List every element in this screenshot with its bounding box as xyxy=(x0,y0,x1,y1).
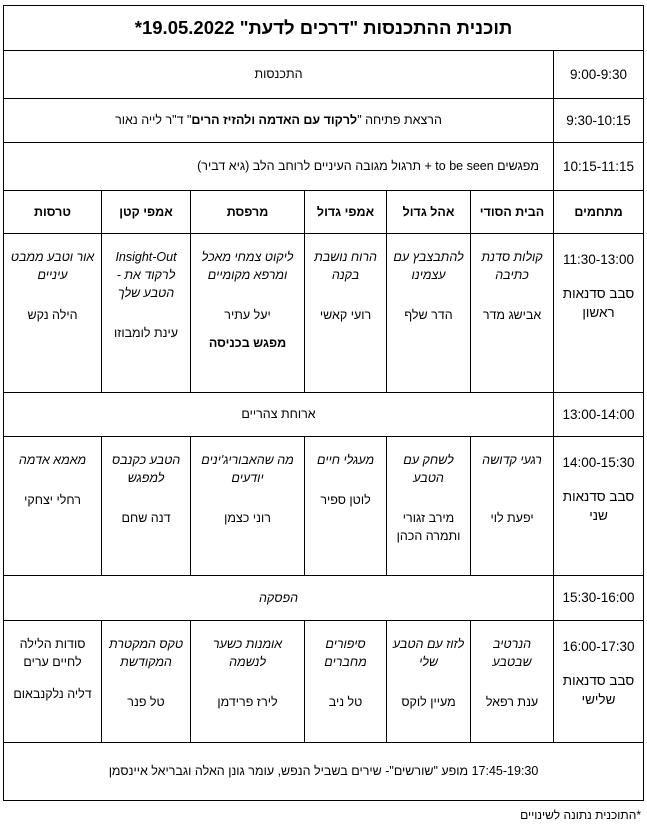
title-row xyxy=(4,6,644,51)
session-title: לשחק עם הטבע xyxy=(403,453,454,486)
meeting-point-note: מפגש בכניסה xyxy=(208,336,287,351)
round3-time: 16:00-17:30 xyxy=(562,639,635,654)
session-title: אומנות כשער לנשמה xyxy=(212,637,283,670)
time-lunch: 13:00-14:00 xyxy=(554,393,644,437)
session-cell xyxy=(305,234,387,393)
session-title: סיפורים מחברים xyxy=(324,637,367,670)
time-opening: 9:30-10:15 xyxy=(554,99,644,143)
session-speaker: דנה שחם xyxy=(121,511,171,526)
session-speaker: מירב זגורי ותמרה הכהן xyxy=(396,511,461,544)
opening-post: " ד"ר לייה נאור xyxy=(115,113,192,128)
round2-label: סבב סדנאות שני xyxy=(562,488,635,524)
session-speaker: טל פנר xyxy=(127,695,165,710)
session-cell xyxy=(102,621,191,743)
session-cell xyxy=(102,234,191,393)
session-cell xyxy=(387,621,471,743)
session-cell xyxy=(191,621,305,743)
opening-text xyxy=(4,99,554,143)
row-round3 xyxy=(4,621,644,743)
session-speaker: עינת לומבוזו xyxy=(114,326,178,341)
session-speaker: יעל עתיר xyxy=(224,308,271,323)
encounters-text: מפגשים to be seen + תרגול מגובה העיניים לרוחב הלב (גיא דביר) xyxy=(4,143,554,191)
row-break xyxy=(4,576,644,621)
row-show xyxy=(4,743,644,801)
round3-time-cell xyxy=(554,621,644,743)
session-speaker: רועי קאשי xyxy=(319,308,372,323)
session-title: הטבע כקנבס למפגש xyxy=(111,453,181,486)
schedule-table xyxy=(3,5,644,801)
session-title: הנרטיב שבטבע xyxy=(492,637,532,670)
lunch-text: ארוחת צהריים xyxy=(4,393,554,437)
session-speaker: הילה נקש xyxy=(27,308,78,323)
session-title: רגעי קדושה xyxy=(482,453,542,467)
session-speaker: רוני כצמן xyxy=(224,511,271,526)
session-cell xyxy=(471,437,554,576)
round2-time: 14:00-15:30 xyxy=(562,455,635,470)
round1-time: 11:30-13:00 xyxy=(562,252,635,267)
session-speaker: רחלי יצחקי xyxy=(24,493,81,508)
row-opening xyxy=(4,99,644,143)
header-venue: מרפסת xyxy=(191,191,305,234)
session-title: קולות סדנת כתיבה xyxy=(481,250,543,283)
header-venue: טרסות xyxy=(4,191,102,234)
session-title: מאמא אדמה xyxy=(18,453,87,467)
session-speaker: דליה נלקנבאום xyxy=(13,687,92,702)
opening-lecture-title: לרקוד עם האדמה ולהזיז הרים xyxy=(191,113,358,128)
session-cell xyxy=(102,437,191,576)
time-arrival: 9:00-9:30 xyxy=(554,51,644,99)
session-cell xyxy=(4,234,102,393)
session-title: להתבצבץ עם עצמינו xyxy=(393,250,464,283)
session-cell xyxy=(4,437,102,576)
session-speaker: טל ניב xyxy=(328,695,363,710)
round1-label: סבב סדנאות ראשון xyxy=(562,285,635,321)
row-round2 xyxy=(4,437,644,576)
session-speaker: יפעת לוי xyxy=(490,511,534,526)
session-title: סודות הלילה לחיים ערים xyxy=(19,637,86,670)
session-title: Insight-Out לרקוד את - הטבע שלך xyxy=(115,250,177,301)
session-cell xyxy=(191,234,305,393)
session-speaker: לירז פרידמן xyxy=(217,695,278,710)
row-encounters xyxy=(4,143,644,191)
session-cell xyxy=(191,437,305,576)
session-title: מה שהאבוריג'ינים יודעים xyxy=(201,453,294,486)
round3-label: סבב סדנאות שלישי xyxy=(562,672,635,708)
header-venue: הבית הסודי xyxy=(471,191,554,234)
page-title: תוכנית ההתכנסות "דרכים לדעת" 19.05.2022* xyxy=(4,6,644,51)
session-cell xyxy=(471,234,554,393)
session-cell xyxy=(305,437,387,576)
time-encounters: 10:15-11:15 xyxy=(554,143,644,191)
session-title: טקס המקטרת המקודשת xyxy=(108,637,184,670)
session-cell xyxy=(471,621,554,743)
round1-time-cell xyxy=(554,234,644,393)
header-venue: אמפי קטן xyxy=(102,191,191,234)
session-cell xyxy=(387,437,471,576)
round2-time-cell xyxy=(554,437,644,576)
session-title: ליקוט צמחי מאכל ומרפא מקומיים xyxy=(201,250,294,283)
session-cell xyxy=(4,621,102,743)
session-speaker: ענת רפאל xyxy=(485,695,539,710)
session-title: מעגלי חיים xyxy=(316,453,375,467)
arrival-text: התכנסות xyxy=(4,51,554,99)
header-venue: אהל גדול xyxy=(387,191,471,234)
footnote: *התוכנית נתונה לשינויים xyxy=(520,808,641,822)
session-title: אור וטבע ממבט עיניים xyxy=(10,250,95,283)
show-text: 17:45-19:30 מופע "שורשים"- שירים בשביל הנפש, עומר גונן האלה וגבריאל איינסמן xyxy=(4,743,644,801)
session-cell xyxy=(387,234,471,393)
session-speaker: הדר שלף xyxy=(404,308,453,323)
session-speaker: אבישג מדר xyxy=(482,308,542,323)
row-arrival xyxy=(4,51,644,99)
break-text: הפסקה xyxy=(4,576,554,621)
header-spaces: מתחמים xyxy=(554,191,644,234)
row-lunch xyxy=(4,393,644,437)
session-title: הרוח נושבת בקנה xyxy=(314,250,377,283)
header-venue: אמפי גדול xyxy=(305,191,387,234)
header-row xyxy=(4,191,644,234)
session-speaker: לוטן ספיר xyxy=(320,493,371,508)
row-round1 xyxy=(4,234,644,393)
session-speaker: מעיין לוקס xyxy=(401,695,456,710)
session-cell xyxy=(305,621,387,743)
time-break: 15:30-16:00 xyxy=(554,576,644,621)
session-title: לזוז עם הטבע שלי xyxy=(392,637,465,670)
opening-pre: הרצאת פתיחה " xyxy=(357,113,442,128)
